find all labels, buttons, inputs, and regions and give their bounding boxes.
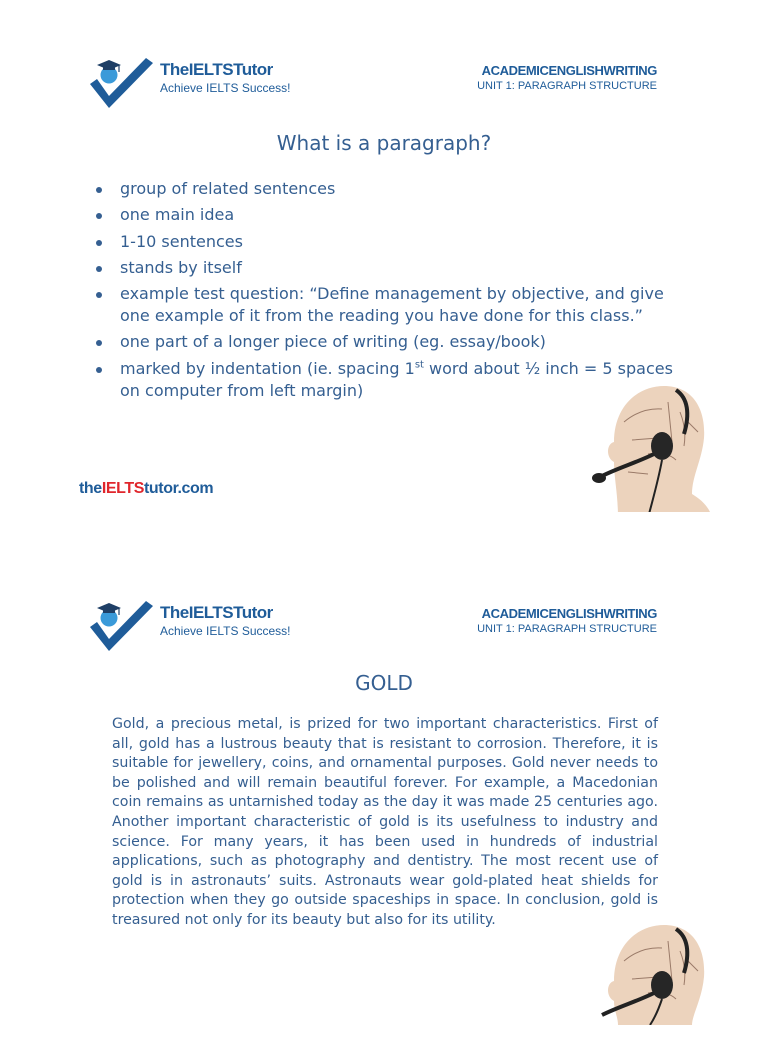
bullet-item — [95, 283, 690, 327]
bullet-text: one main idea — [120, 205, 235, 225]
slide-gold — [0, 543, 768, 1055]
brand-tagline: Achieve IELTS Success! — [160, 624, 291, 638]
course-unit: UNIT 1: PARAGRAPH STRUCTURE — [477, 623, 657, 635]
bullet-dot-icon — [96, 340, 102, 346]
website-link[interactable] — [79, 480, 213, 498]
bullet-text: 1-10 sentences — [120, 231, 243, 251]
brand-name: TheIELTSTutor — [160, 603, 273, 622]
bullet-item — [95, 178, 690, 200]
phrenology-head-icon — [588, 921, 714, 1025]
brand-tagline: Achieve IELTS Success! — [160, 81, 291, 95]
bullet-dot-icon — [96, 213, 102, 219]
course-title: ACADEMICENGLISHWRITING — [481, 606, 657, 621]
bullet-dot-icon — [96, 367, 102, 373]
bullet-text-part: word about ½ inch = 5 spaces on computer from left margin) — [120, 358, 673, 400]
brand-name: TheIELTSTutor — [160, 60, 273, 79]
bullet-dot-icon — [96, 266, 102, 272]
bullet-text: group of related sentences — [120, 179, 336, 198]
logo-checkmark-icon — [88, 597, 154, 653]
bullet-item — [95, 204, 690, 226]
definition-bullet-list — [95, 178, 690, 406]
bullet-text: example test question: “Define management by objective, and give one example of it from the reading you have done for this class.” — [120, 284, 664, 326]
course-unit: UNIT 1: PARAGRAPH STRUCTURE — [477, 80, 657, 92]
website-prefix: the — [79, 480, 102, 497]
logo-checkmark-icon — [88, 54, 154, 110]
bullet-dot-icon — [96, 187, 102, 193]
slide-heading: What is a paragraph? — [276, 131, 492, 155]
bullet-item — [95, 257, 690, 279]
slide-heading: GOLD — [355, 671, 413, 695]
ordinal-superscript: st — [414, 359, 424, 371]
bullet-dot-icon — [96, 292, 102, 298]
gold-paragraph: Gold, a precious metal, is prized for two important characteristics. First of all, gold has a lustrous beauty that is resistant to corrosion. Therefore, it is suitable for jewellery, coins, and ornamental purposes. Gold never needs to be polished and will remain beautiful forever. For example, a Macedonian coin remains as untarnished today as the day it was made 25 centuries ago. Another important characteristic of gold is its usefulness to industry and science. For many years, it has been used in hundreds of industrial applications, such as photography and dentistry. The most recent use of gold is in astronauts’ suits. Astronauts wear gold-plated heat shields for protection when they go outside spaceships in space. In conclusion, gold is treasured not only for its beauty but also for its utility. — [112, 716, 658, 928]
bullet-text-part: marked by indentation (ie. spacing 1 — [120, 358, 415, 378]
website-highlight: IELTS — [101, 480, 144, 497]
bullet-text: stands by itself — [120, 257, 242, 277]
course-title: ACADEMICENGLISHWRITING — [481, 63, 657, 78]
bullet-dot-icon — [96, 240, 102, 246]
bullet-item — [95, 331, 690, 353]
phrenology-head-icon — [588, 382, 714, 512]
website-suffix: tutor.com — [143, 480, 214, 497]
slide-what-is-a-paragraph — [0, 0, 768, 512]
bullet-text: one part of a longer piece of writing (eg. essay/book) — [120, 332, 546, 352]
bullet-item — [95, 231, 690, 253]
